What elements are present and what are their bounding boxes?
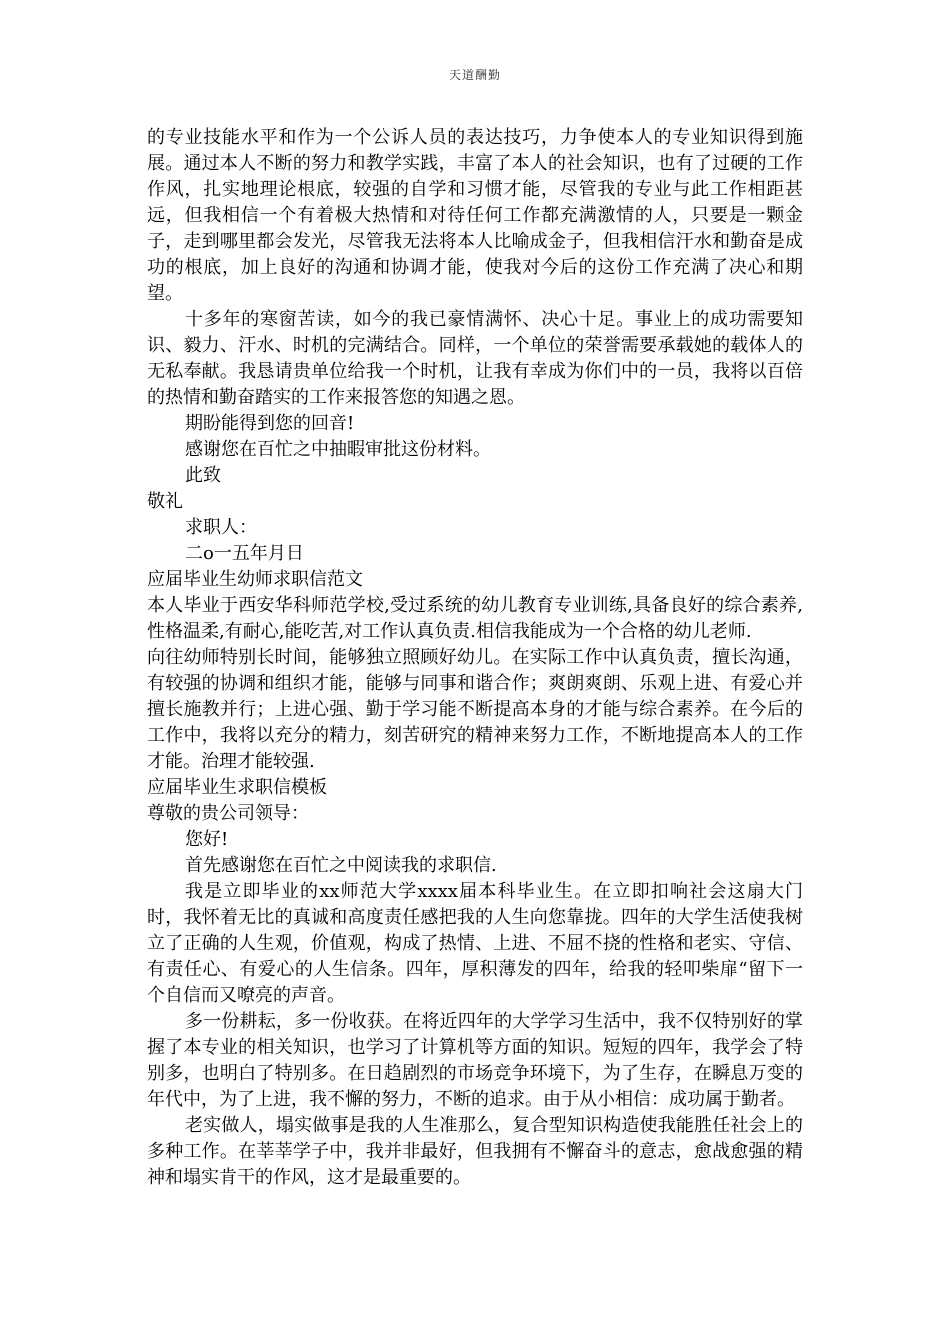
paragraph: 您好! — [185, 829, 229, 850]
paragraph: 向往幼师特别长时间，能够独立照顾好幼儿。在实际工作中认真负责，擅长沟通，有较强的协调和组织才能，能够与同事和谐合作；爽朗爽朗、乐观上进、有爱心并擅长施教并行；上进心强、勤于学习能不断提高本身的才能与综合素养。在今后的工作中，我将以充分的精力，刻苦研究的精神来努力工作，不断地提高本人的工作才能。治理才能较强. — [147, 647, 803, 772]
greeting-line: 尊敬的贵公司领导： — [147, 803, 309, 824]
paragraph: 首先感谢您在百忙之中阅读我的求职信. — [185, 855, 497, 876]
paragraph: 多一份耕耘，多一份收获。在将近四年的大学学习生活中，我不仅特别好的掌握了本专业的相关知识，也学习了计算机等方面的知识。短短的四年，我学会了特别多，也明白了特别多。在日趋剧烈的市场竞争环境下，为了生存，在瞬息万变的年代中，为了上进，我不懈的努力，不断的追求。由于从小相信：成功属于勤者。 — [147, 1011, 803, 1110]
signature-line: 求职人： — [185, 517, 257, 538]
closing-regards: 敬礼 — [147, 491, 183, 512]
paragraph: 期盼能得到您的回音! — [185, 413, 355, 434]
paragraph: 老实做人，塌实做事是我的人生准那么，复合型知识构造使我能胜任社会上的多种工作。在莘莘学子中，我并非最好，但我拥有不懈奋斗的意志，愈战愈强的精神和塌实肯干的作风，这才是最重要的。 — [147, 1115, 803, 1188]
section-title: 应届毕业生幼师求职信范文 — [147, 569, 363, 590]
paragraph: 我是立即毕业的xx师范大学xxxx届本科毕业生。在立即扣响社会这扇大门时，我怀着无比的真诚和高度责任感把我的人生向您靠拢。四年的大学生活使我树立了正确的人生观，价值观，构成了热情、上进、不屈不挠的性格和老实、守信、有责任心、有爱心的人生信条。四年，厚积薄发的四年，给我的轻叩柴扉“留下一个自信而又嘹亮的声音。 — [147, 881, 803, 1006]
document-body — [147, 125, 803, 1191]
date-line: 二o一五年月日 — [185, 543, 304, 564]
paragraph: 十多年的寒窗苦读，如今的我已豪情满怀、决心十足。事业上的成功需要知识、毅力、汗水、时机的完满结合。同样，一个单位的荣誉需要承载她的载体人的无私奉献。我恳请贵单位给我一个时机，让我有幸成为你们中的一员，我将以百倍的热情和勤奋踏实的工作来报答您的知遇之恩。 — [147, 309, 803, 408]
paragraph: 本人毕业于西安华科师范学校,受过系统的幼儿教育专业训练,具备良好的综合素养,性格温柔,有耐心,能吃苦,对工作认真负责.相信我能成为一个合格的幼儿老师. — [147, 595, 803, 642]
section-title: 应届毕业生求职信模板 — [147, 777, 327, 798]
paragraph: 感谢您在百忙之中抽暇审批这份材料。 — [185, 439, 491, 460]
paragraph-continuation: 的专业技能水平和作为一个公诉人员的表达技巧，力争使本人的专业知识得到施展。通过本人不断的努力和教学实践，丰富了本人的社会知识，也有了过硬的工作作风，扎实地理论根底，较强的自学和习惯才能，尽管我的专业与此工作相距甚远，但我相信一个有着极大热情和对待任何工作都充满激情的人，只要是一颗金子，走到哪里都会发光，尽管我无法将本人比喻成金子，但我相信汗水和勤奋是成功的根底，加上良好的沟通和协调才能，使我对今后的这份工作充满了决心和期望。 — [147, 127, 803, 304]
page-header: 天道酬勤 — [448, 68, 501, 82]
closing-salutation: 此致 — [185, 465, 221, 486]
